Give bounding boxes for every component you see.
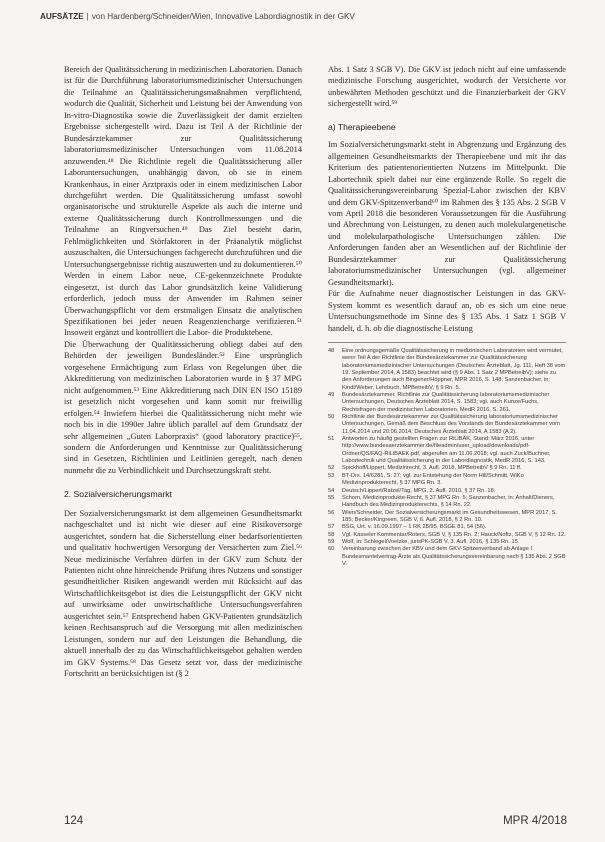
footnote bbox=[328, 465, 566, 472]
footnote-text: Antworten zu häufig gestellten Fragen zur RiLiBÄK, Stand: März 2016, unter http://www.bundesaerztekammer.de/fileadmin/user_upload/downloads/pdf-Ordner/QS/FAQ-RiLiBAEK.pdf, abgerufen am 11.06.2018; vgl. auch Zuck/Buchner, Labortechnik und Qualitätssicherung in der Labordiagnostik, MedR 2016, S. 143. bbox=[342, 436, 551, 465]
footnote-number: 48 bbox=[328, 347, 335, 354]
footnote-text: Deutsch/Lippert/Ratzel/Tag, MPG, 2. Aufl. 2010, § 37 Rn. 18. bbox=[342, 487, 496, 494]
footnote bbox=[328, 532, 566, 539]
footnote-text: Wien/Schneider, Der Sozialversicherungsmarkt im Gesundheitswesen, MPR 2017, S. 185; Becker/Kingreen, SGB V, 6. Aufl. 2018, § 2 Rn. 10. bbox=[342, 509, 557, 523]
footnote-text: BSG, Urt. v. 16.09.1997 – 1 RK 28/95, BSGE 81, 54 (56). bbox=[342, 524, 487, 531]
footnote-number: 52 bbox=[328, 465, 335, 472]
footnote-text: BT-Drs. 14/6281, S. 27; vgl. zur Entstehung der Norm Hill/Schmitt, WiKo Medizinprodukterecht, § 37 MPG Rn. 3. bbox=[342, 472, 524, 487]
footnote bbox=[328, 436, 566, 465]
footnote bbox=[328, 539, 566, 546]
footnote-number: 51 bbox=[328, 436, 335, 443]
footnote bbox=[328, 392, 566, 414]
footnote bbox=[328, 473, 566, 488]
footnote-text: Bundesärztekammer, Richtlinie zur Qualitätssicherung laboratoriumsmedizinischer Untersuchungen, Deutsches Ärzteblatt 2014, S. 1583; vgl. auch Kunze/Fuchs, Rechtsfragen der medizinischen Laboratorien, MedR 2016, S. 261. bbox=[342, 392, 550, 413]
footnote-text: Eine ordnungsgemäße Qualitätssicherung in medizinischen Laboratorien wird vermutet, wenn Teil A der Richtlinie der Bundesärztekammer zur Qualitätssicherung laboratoriumsmedizinischer Untersuchungen (Deutsches Ärzteblatt, Jg. 111, Heft 38 vom 19. September 2014, A 1583) beachtet wird (§ 9 Abs. 1 Satz 2 MPBetreibV); siehe zu den Anforderungen auch Bingener/Höppner, MPR 2016, S. 148; Sanzenbacher, in: Kindl/Weber, Lehrbuch, MPBetreibV, § 9 Rn. 5. bbox=[342, 347, 566, 391]
footnote-number: 54 bbox=[328, 487, 335, 494]
footnote-number: 56 bbox=[328, 509, 335, 516]
body-paragraph: Bereich der Qualitätssicherung in medizinischen Laboratorien. Danach ist für die Durchführung laboratoriumsmedizinischer Untersuchungen die Teilnahme an Qualitätssicherungsmaßnahmen verpflichtend, wodurch die Qualität, Sicherheit und Leistung bei der Anwendung von In-vitro-Diagnostika sowie die Zuverlässigkeit der damit erzielten Ergebnisse sichergestellt wird. Dazu ist Teil A der Richtlinie der Bundesärztekammer zur Qualitätssicherung laboratoriumsmedizinischer Untersuchungen vom 11.08.2014 anzuwenden.⁴⁸ Die Richtlinie regelt die Qualitätssicherung aller Laboruntersuchungen, unabhängig davon, ob sie in einem Krankenhaus, in einer Arztpraxis oder in einem medizinischen Labor durchgeführt werden. Die Qualitätssicherung umfasst sowohl organisatorische und strukturelle Aspekte als auch die interne und externe Qualitätssicherung durch Kontrollmessungen und die Teilnahme an Ringversuchen.⁴⁹ Das Ziel besteht darin, Fehlmöglichkeiten und Störfaktoren in der Präanalytik möglichst auszuschalten, die Untersuchungen fachgerecht durchzuführen und die Untersuchungsergebnisse richtig auszuwerten und zu dokumentieren.⁵⁰ Werden in einem Labor neue, CE-gekennzeichnete Produkte eingesetzt, ist durch das Labor grundsätzlich keine Validierung erforderlich, jedoch muss der Anwender im Rahmen seiner Überwachungspflicht vor dem erstmaligen Einsatz die analytischen Spezifikationen bei jeder neuen Reagenziencharge verifizieren.⁵¹ Insoweit ergänzt und kontrolliert die Labor- die Produktebene. bbox=[64, 65, 302, 338]
footnote-text: Vgl. Kasseler Kommentar/Roters, SGB V, § 135 Rn. 2; Hauck/Noftz, SGB V, § 12 Rn. 12. bbox=[342, 531, 566, 538]
header-separator: | bbox=[86, 12, 89, 21]
footnote bbox=[328, 488, 566, 495]
footnote bbox=[328, 414, 566, 436]
footnote-number: 49 bbox=[328, 392, 335, 399]
footnote bbox=[328, 495, 566, 510]
footnote-number: 57 bbox=[328, 524, 335, 531]
footnote bbox=[328, 524, 566, 531]
footnote-text: Schorn, Medizinprodukte-Recht, § 37 MPG Rn. 5; Sanzenbacher, in: Anhalt/Dieners, Handbuch des Medizinprodukterechts, § 14 Rn. 22. bbox=[342, 494, 555, 509]
footnote-text: Wolf, in: Schlegel/Voelzke, jurisPK-SGB V, 3. Aufl. 2016, § 135 Rn. 15. bbox=[342, 538, 520, 545]
footnote-number: 59 bbox=[328, 538, 335, 545]
footnote-number: 50 bbox=[328, 414, 335, 421]
body-paragraph: Die Überwachung der Qualitätssicherung obliegt dabei auf den Behörden der jeweiligen Bundesländer.⁵² Eine ursprünglich vorgesehene Ermächtigung zum Erlass von Regelungen über die Akkreditierung von medizinischen Laboratorien wurde in § 37 MPG nicht aufgenommen.⁵³ Eine Akkreditierung nach DIN EN ISO 15189 ist gesetzlich nicht vorgesehen und kann somit nur freiwillig erfolgen.⁵⁴ Inwiefern hierbei die Qualitätssicherung nicht mehr wie noch bis in die 1990er Jahre üblich parallel auf dem Grundsatz der sehr allgemeinen „Guten Laborpraxis“ (good laboratory practice)⁵⁵, sondern die Anforderungen und Kenntnisse zur Qualitätssicherung sind in Gesetzen, Richtlinien und Leitlinien geregelt, nach denen nunmehr die zu Verbindlichkeit und Durchsetzungskraft steht. bbox=[64, 339, 302, 475]
footnote-divider bbox=[328, 342, 566, 343]
right-column bbox=[328, 64, 566, 568]
body-paragraph: Der Sozialversicherungsmarkt ist dem allgemeinen Gesundheitsmarkt nachgeschaltet und ist nicht wie dieser auf eine Risikoversorge ausgerichtet, sondern hat die Sicherstellung einer bedarfsorientierten und qualitativ hochwertigen Versorgung der Versicherten zum Ziel.⁵⁶ Neue medizinische Verfahren dürfen in der GKV zum Schutz der Patienten nicht ohne hinreichende Prüfung ihres Nutzens und sonstiger gesundheitlicher Risiken angewandt werden mit Rücksicht auf das Wirtschaftlichkeitsgebot ist dies die Leistungspflicht der GKV nicht auf unwirksame oder unwirtschaftliche Untersuchungsverfahren ausgerichtet sein.⁵⁷ Entsprechend haben GKV-Patienten grundsätzlich keinen Rechtsanspruch auf die Versorgung mit allen medizinischen Leistungen, sondern nur auf den Leistungen die Behandlung, die aktuell innerhalb der zu das Wirtschaftlichkeitsgebot gehalten werden im GKV Systems.⁵⁸ Das Gesetz setzt vor, dass der medizinische Fortschritt an berücksichtigen ist (§ 2 bbox=[64, 508, 302, 679]
footnotes bbox=[328, 348, 566, 568]
footnote-number: 53 bbox=[328, 472, 335, 479]
running-header bbox=[40, 12, 567, 21]
footnote bbox=[328, 348, 566, 392]
section-tag: AUFSÄTZE bbox=[40, 12, 84, 21]
page-number: 124 bbox=[64, 815, 84, 827]
footnote-number: 58 bbox=[328, 531, 335, 538]
footnote-text: Vereinbarung zwischen der KBV und dem GKV-Spitzenverband ab Anlage I Bundesmantelvertrag-Ärzte als Qualitätssicherungsvereinbarung nach § 135 Abs. 2 SGB V. bbox=[342, 546, 566, 567]
journal-issue: MPR 4/2018 bbox=[503, 815, 567, 827]
section-heading: 2. Sozialversicherungsmarkt bbox=[64, 489, 172, 500]
footnote-text: Richtlinie der Bundesärztekammer zur Qualitätssicherung laboratoriumsmedizinischer Untersuchungen, Gemäß dem Beschluss des Vorstands der Bundesärztekammer vom 11.04.2014 und 20.06.2014, Deutsches Ärzteblatt 2014, A 1583 (A 2). bbox=[342, 414, 560, 435]
footnote bbox=[328, 546, 566, 568]
body-paragraph: Für die Aufnahme neuer diagnostischer Leistungen in das GKV-System kommt es wesentlich darauf an, ob es sich um eine neue Untersuchungsmethode im Sinne des § 135 Abs. 1 Satz 1 SGB V handelt, d. h. ob die diagnostische Leistung bbox=[328, 289, 566, 333]
footnote-number: 60 bbox=[328, 546, 335, 553]
footnote bbox=[328, 510, 566, 525]
body-paragraph: Im Sozialversicherungsmarkt steht in Abgrenzung und Ergänzung des allgemeinen Gesundheitsmarkts der Therapieebene und mit ihr das Kriterium des patientenorientierten Nutzens im Mittelpunkt. Die Labortechnik spielt dabei nur eine ergänzende Rolle. So regelt die Qualitätssicherungsvereinbarung Spezial-Labor zwischen der KBV und dem GKV-Spitzenverband⁶⁰ im Rahmen des § 135 Abs. 2 SGB V vom April 2018 die besonderen Voraussetzungen für die Ausführung und Abrechnung von Leistungen, zu denen auch molekulargenetische und molekularpathologische Untersuchungen zählen. Die Anforderungen fanden aber an Wesentlichen auf der Richtlinie der Bundesärztekammer zur Qualitätssicherung laboratoriumsmedizinischer Untersuchungen (vgl. allgemeiner Gesundheitsmarkt). bbox=[328, 140, 566, 287]
article-title: von Hardenberg/Schneider/Wien, Innovative Labordiagnostik in der GKV bbox=[91, 12, 355, 21]
sub-heading: a) Therapieebene bbox=[328, 121, 396, 132]
body-paragraph: Abs. 1 Satz 3 SGB V). Die GKV ist jedoch nicht auf eine umfassende medizinische Forschung ausgerichtet, wodurch der Versicherte vor unbewährten Methoden geschützt und die Finanzierbarkeit der GKV sichergestellt wird.⁵⁹ bbox=[328, 65, 566, 109]
footnote-text: Spickhoff/Lippert, Medizinrecht, 3. Aufl. 2018, MPBetreibV § 9 Rn. 11 ff. bbox=[342, 465, 522, 472]
left-column bbox=[64, 64, 302, 680]
footnote-number: 55 bbox=[328, 494, 335, 501]
